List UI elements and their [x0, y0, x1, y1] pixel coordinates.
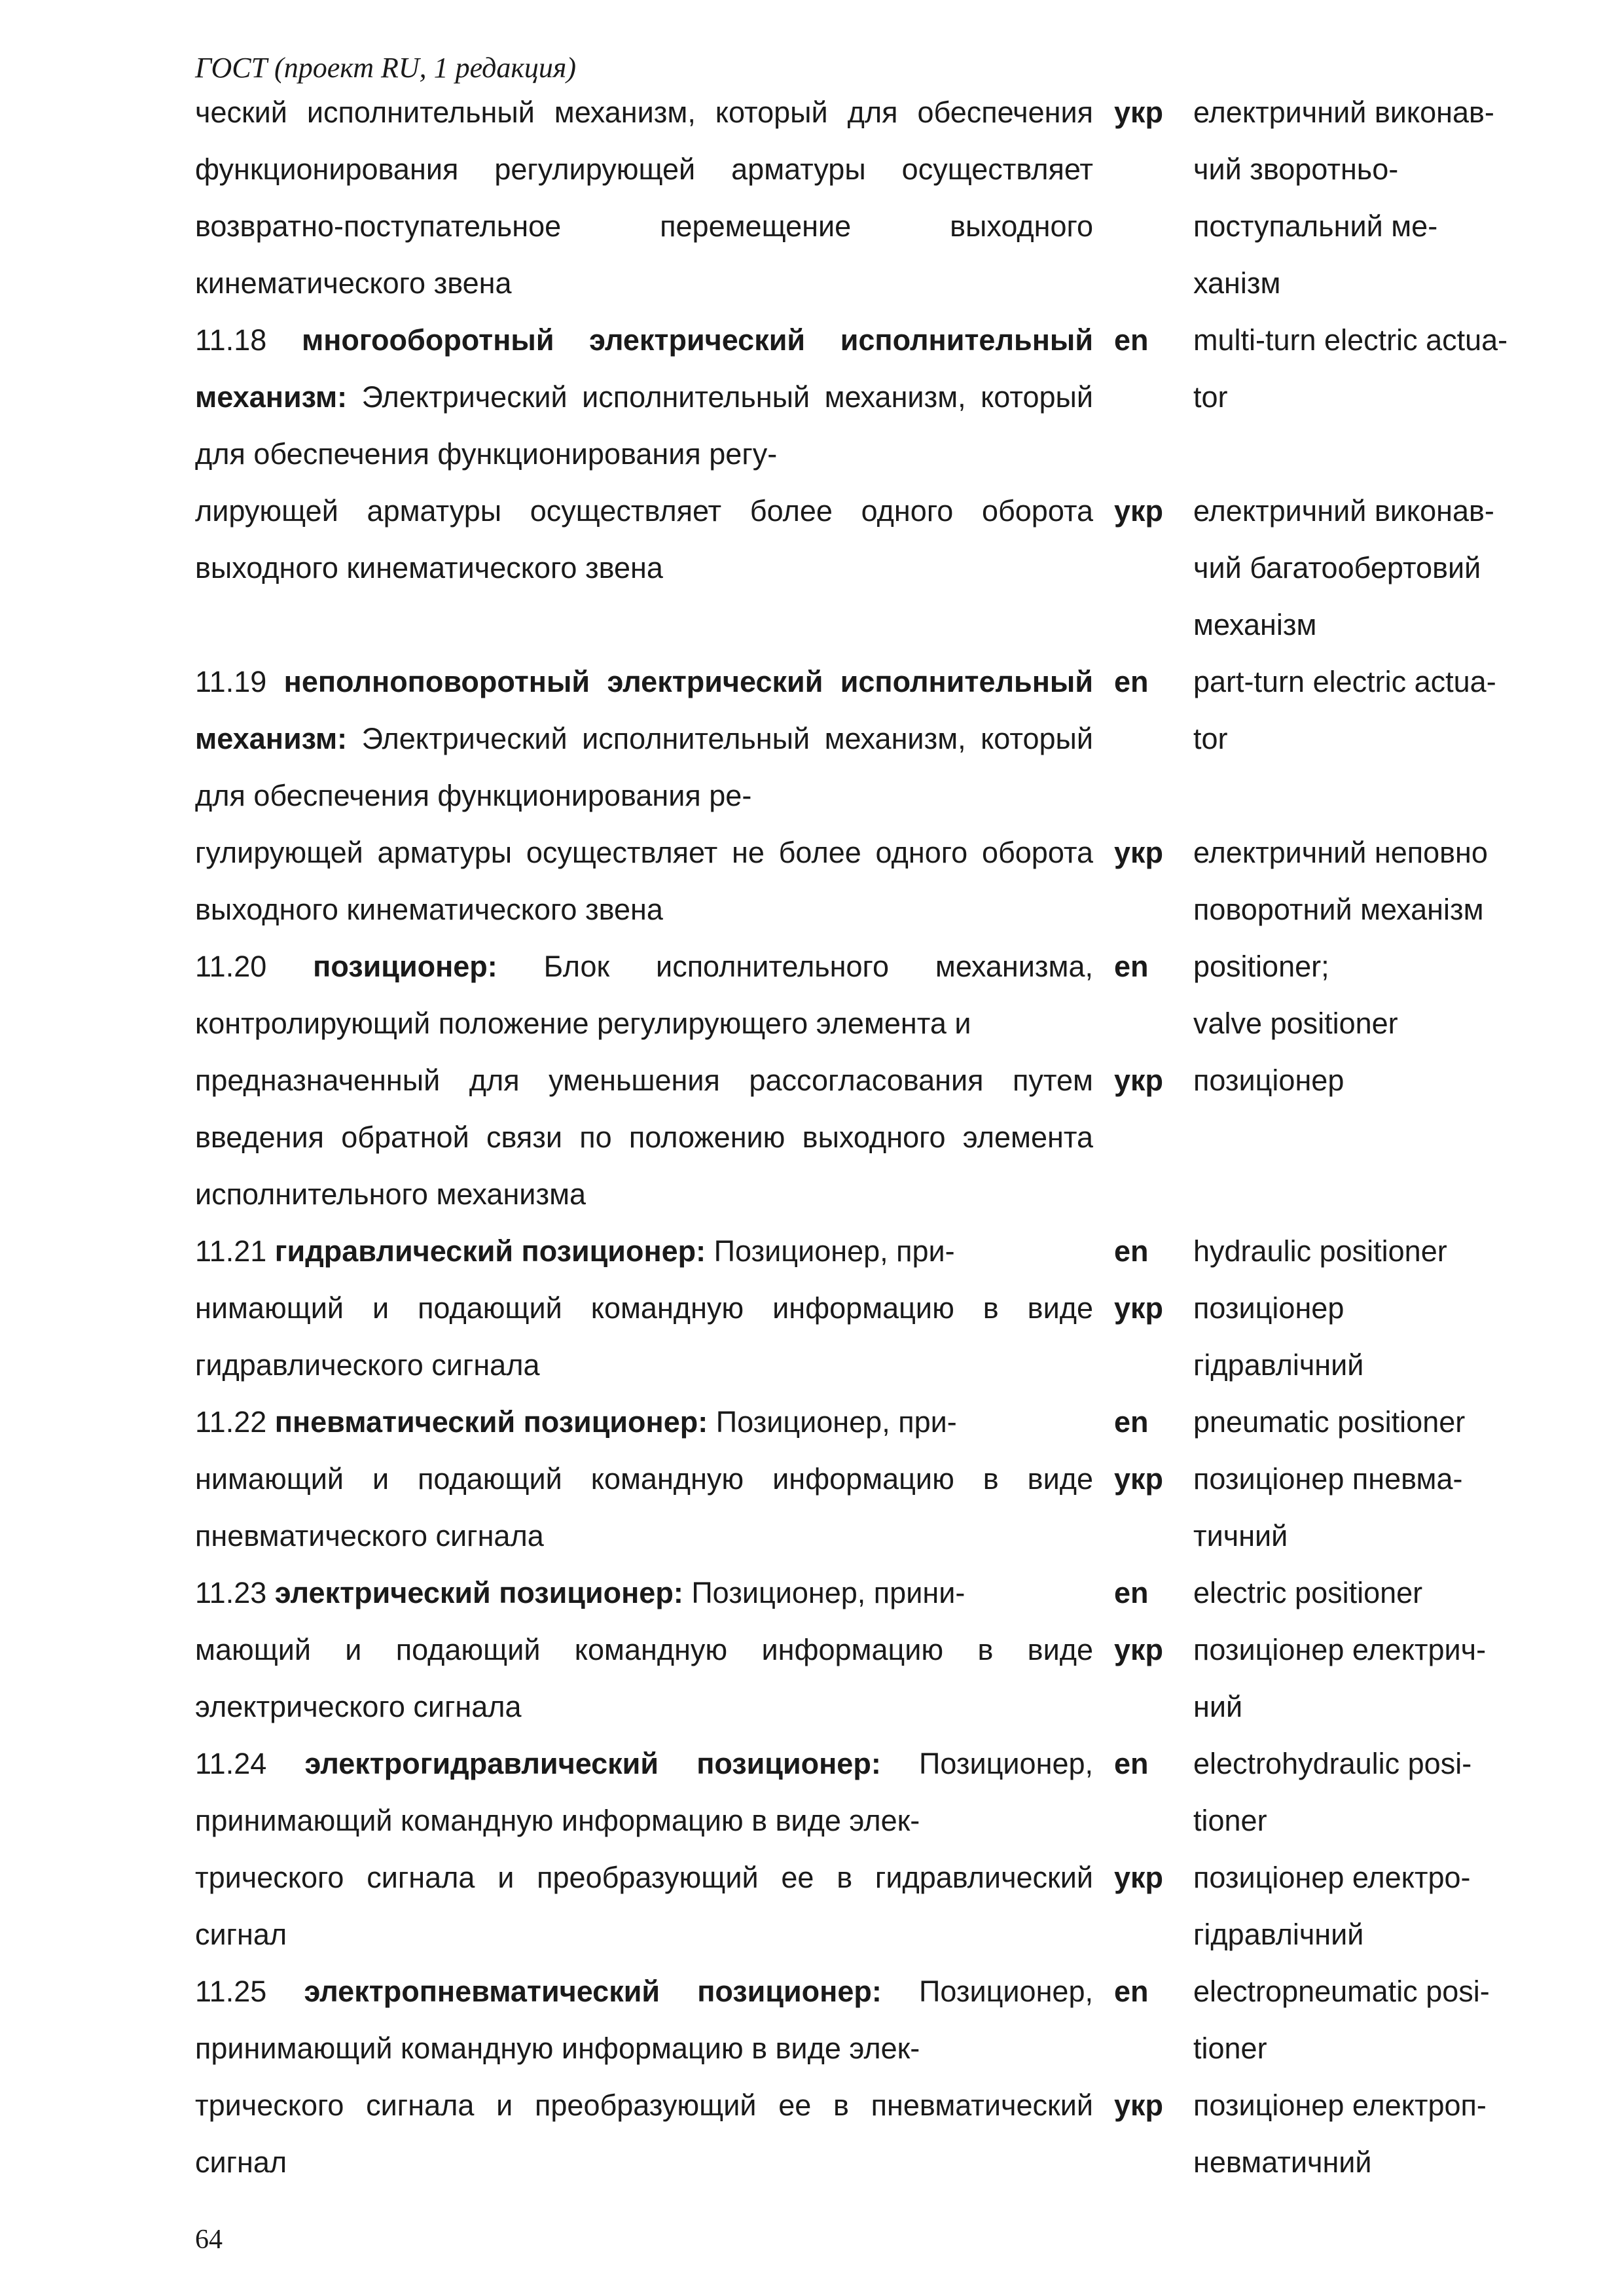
equivalent-term: hydraulic positioner — [1193, 1234, 1447, 1268]
term-definition — [195, 1393, 1093, 1450]
definition-text: нимающий и подающий командную информацию в виде пневматического сигнала — [195, 1462, 1093, 1552]
definition-text: Электрический исполнительный механизм, который для обеспечения функционирования регу- — [195, 380, 1093, 471]
term-row — [195, 1963, 1543, 2077]
term-title: пневматический позиционер: — [274, 1405, 708, 1439]
language-code: en — [1114, 1747, 1149, 1780]
term-definition — [195, 84, 1093, 312]
term-number: 11.24 — [195, 1747, 267, 1780]
term-row — [195, 312, 1543, 482]
definition-text: мающий и подающий командную информацию в виде электрического сигнала — [195, 1633, 1093, 1723]
term-definition — [195, 1735, 1093, 1849]
language-code: укр — [1114, 1633, 1164, 1666]
equivalent-term: позиціонер пневма- тичний — [1193, 1462, 1463, 1552]
definition-text: трического сигнала и преобразующий ее в гидравлический сигнал — [195, 1861, 1093, 1951]
term-row — [195, 1052, 1543, 1223]
term-definition — [195, 1280, 1093, 1393]
language-code: укр — [1114, 1291, 1164, 1325]
language-code: укр — [1114, 836, 1164, 869]
equivalent-term: електричний виконав- чий багатообертовий механізм — [1193, 494, 1494, 641]
language-code: укр — [1114, 1861, 1164, 1894]
term-row — [195, 1393, 1543, 1450]
definition-text: трического сигнала и преобразующий ее в пневматический сигнал — [195, 2089, 1093, 2179]
term-definition — [195, 312, 1093, 482]
equivalent-term: позиціонер електроп- невматичний — [1193, 2089, 1487, 2179]
term-row — [195, 482, 1543, 653]
term-number: 11.21 — [195, 1234, 267, 1268]
term-title: гидравлический позиционер: — [274, 1234, 706, 1268]
term-definition — [195, 1621, 1093, 1735]
term-definition — [195, 653, 1093, 824]
equivalent-term: електричний виконав- чий зворотньо- поступальний ме- ханізм — [1193, 96, 1494, 300]
equivalent-term: позиціонер електро- гідравлічний — [1193, 1861, 1471, 1951]
language-code: укр — [1114, 2089, 1164, 2122]
definition-text: нимающий и подающий командную информацию в виде гидравлического сигнала — [195, 1291, 1093, 1382]
equivalent-term: electropneumatic posi- tioner — [1193, 1975, 1490, 2065]
equivalent-term: позиціонер гідравлічний — [1193, 1291, 1364, 1382]
definition-text: Позиционер, при- — [713, 1234, 955, 1268]
term-row — [195, 1450, 1543, 1564]
language-code: укр — [1114, 1064, 1164, 1097]
term-title: неполноповоротный электрический исполнительный механизм: — [195, 665, 1093, 755]
definition-text: предназначенный для уменьшения рассогласования путем введения обратной связи по положению выходного элемента исполнительного механизма — [195, 1064, 1093, 1211]
definition-text: Позиционер, принимающий командную информацию в виде элек- — [195, 1747, 1093, 1837]
term-row — [195, 84, 1543, 312]
term-row — [195, 1621, 1543, 1735]
language-code: en — [1114, 323, 1149, 357]
language-code: en — [1114, 1234, 1149, 1268]
term-number: 11.25 — [195, 1975, 267, 2008]
term-definition — [195, 482, 1093, 653]
term-title: электрогидравлический позиционер: — [304, 1747, 881, 1780]
definition-text: Блок исполнительного механизма, контролирующий положение регулирующего элемента и — [195, 950, 1093, 1040]
equivalent-term: pneumatic positioner — [1193, 1405, 1466, 1439]
language-code: укр — [1114, 1462, 1164, 1496]
definition-text: гулирующей арматуры осуществляет не более одного оборота выходного кинематического звена — [195, 836, 1093, 926]
language-code: en — [1114, 1975, 1149, 2008]
equivalent-term: electrohydraulic posi- tioner — [1193, 1747, 1472, 1837]
term-number: 11.18 — [195, 323, 267, 357]
definition-text: Электрический исполнительный механизм, который для обеспечения функционирования ре- — [195, 722, 1093, 812]
term-row — [195, 2077, 1543, 2191]
term-row — [195, 938, 1543, 1052]
equivalent-term: electric positioner — [1193, 1576, 1423, 1609]
term-title: позиционер: — [313, 950, 497, 983]
language-code: en — [1114, 1576, 1149, 1609]
term-row — [195, 1564, 1543, 1621]
definition-text: лирующей арматуры осуществляет более одного оборота выходного кинематического звена — [195, 494, 1093, 584]
term-title: электропневматический позиционер: — [304, 1975, 882, 2008]
term-row — [195, 824, 1543, 938]
term-definition — [195, 938, 1093, 1052]
language-code: en — [1114, 665, 1149, 698]
term-definition — [195, 1564, 1093, 1621]
term-number: 11.23 — [195, 1576, 267, 1609]
term-row — [195, 1735, 1543, 1849]
language-code: укр — [1114, 494, 1164, 528]
term-number: 11.19 — [195, 665, 267, 698]
term-row — [195, 1223, 1543, 1280]
term-title: электрический позиционер: — [274, 1576, 683, 1609]
term-definition — [195, 1450, 1093, 1564]
equivalent-term: multi-turn electric actua- tor — [1193, 323, 1508, 414]
term-definition — [195, 1052, 1093, 1223]
equivalent-term: позиціонер — [1193, 1064, 1344, 1097]
language-code: en — [1114, 950, 1149, 983]
term-row — [195, 1849, 1543, 1963]
equivalent-term: позиціонер електрич- ний — [1193, 1633, 1487, 1723]
term-definition — [195, 2077, 1093, 2191]
term-definition — [195, 1223, 1093, 1280]
page-number: 64 — [195, 2225, 223, 2255]
term-row — [195, 653, 1543, 824]
language-code: en — [1114, 1405, 1149, 1439]
definition-text: Позиционер, принимающий командную информацию в виде элек- — [195, 1975, 1093, 2065]
page-header: ГОСТ (проект RU, 1 редакция) — [195, 52, 577, 84]
terms-list — [195, 84, 1543, 2191]
definition-text: Позиционер, при- — [715, 1405, 957, 1439]
language-code: укр — [1114, 96, 1164, 129]
term-definition — [195, 824, 1093, 938]
equivalent-term: positioner; valve positioner — [1193, 950, 1398, 1040]
term-row — [195, 1280, 1543, 1393]
definition-text: Позиционер, прини- — [691, 1576, 965, 1609]
term-definition — [195, 1963, 1093, 2077]
term-number: 11.22 — [195, 1405, 267, 1439]
term-title: многооборотный электрический исполнительный механизм: — [195, 323, 1093, 414]
equivalent-term: part-turn electric actua- tor — [1193, 665, 1496, 755]
term-definition — [195, 1849, 1093, 1963]
definition-text: ческий исполнительный механизм, который для обеспечения функционирования регулирующей арматуры осуществляет возвратно-поступательное перемещение выходного кинематического звена — [195, 96, 1093, 300]
equivalent-term: електричний неповно поворотний механізм — [1193, 836, 1488, 926]
term-number: 11.20 — [195, 950, 267, 983]
